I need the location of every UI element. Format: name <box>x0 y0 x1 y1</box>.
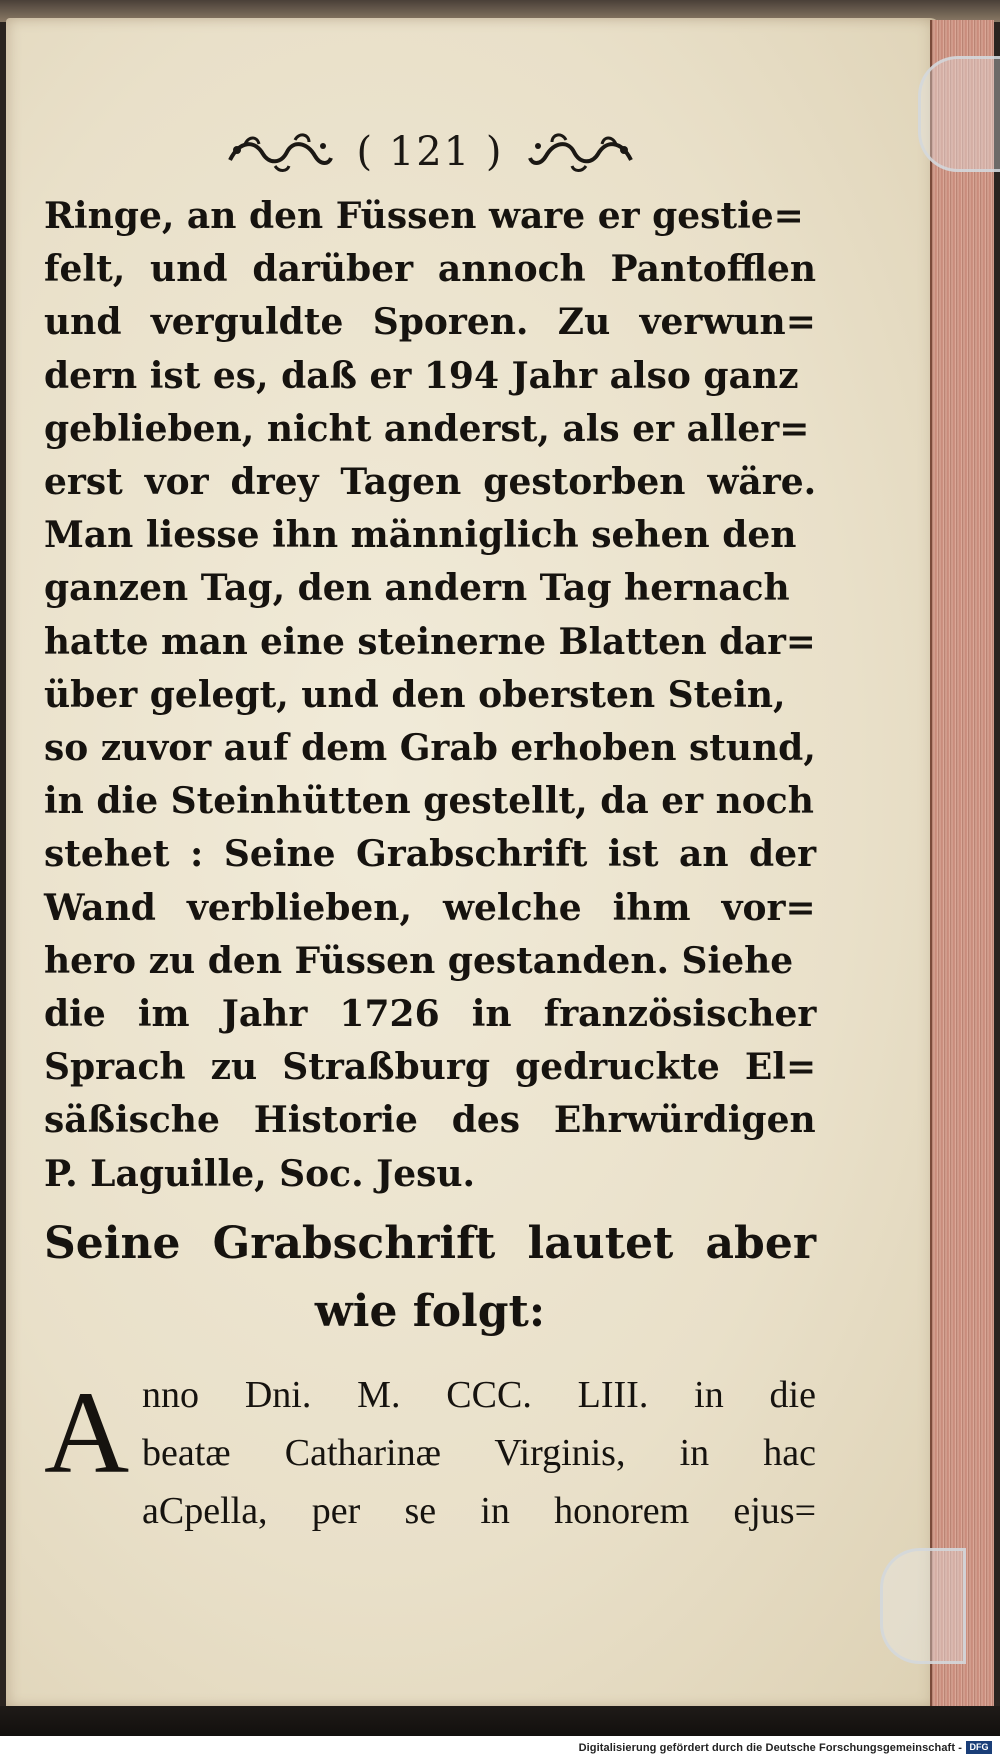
body-line: geblieben, nicht anderst, als er aller= <box>44 407 810 450</box>
body-line: über gelegt, und den obersten Stein, <box>44 673 786 716</box>
body-line: hatte man eine steinerne Blatten dar= <box>44 620 816 663</box>
dfg-logo: DFG <box>966 1741 992 1754</box>
page-header <box>180 122 680 182</box>
section-heading <box>44 1210 816 1346</box>
body-line: Sprach zu Straßburg gedruckte El= <box>44 1046 817 1089</box>
body-line: die im Jahr 1726 in französischer <box>44 993 817 1036</box>
heading-line-2: wie folgt: <box>314 1286 546 1337</box>
body-line: felt, und darüber annoch Pantofflen <box>44 248 817 291</box>
page-clip-bottom <box>880 1548 966 1664</box>
bottom-book-edge <box>0 1706 1000 1736</box>
body-text <box>44 190 816 1201</box>
right-ornament-icon <box>526 130 636 174</box>
funding-credit: Digitalisierung gefördert durch die Deutsche Forschungsgemeinschaft - <box>578 1742 962 1754</box>
epitaph-line: beatæ Catharinæ Virginis, in hac <box>142 1432 816 1474</box>
body-line: und verguldte Sporen. Zu verwun= <box>44 301 816 344</box>
epitaph-line: nno Dni. M. CCC. LIII. in die <box>142 1374 816 1416</box>
body-line: säßische Historie des Ehrwürdigen <box>44 1099 816 1142</box>
epitaph-line: aCpella, per se in honorem ejus= <box>142 1490 816 1532</box>
heading-line-1: Seine Grabschrift lautet aber <box>44 1218 816 1269</box>
page-number: ( 121 ) <box>356 129 504 175</box>
body-line: stehet : Seine Grabschrift ist an der <box>44 833 817 876</box>
body-line: so zuvor auf dem Grab erhoben stund, <box>44 727 816 770</box>
page-clip-top <box>918 56 1000 172</box>
left-ornament-icon <box>225 130 335 174</box>
body-line: Ringe, an den Füssen ware er gestie= <box>44 195 804 237</box>
body-line: Man liesse ihn männiglich sehen den <box>44 514 797 557</box>
body-line: P. Laguille, Soc. Jesu. <box>44 1152 476 1195</box>
body-line: dern ist es, daß er 194 Jahr also ganz <box>44 354 799 397</box>
body-line: erst vor drey Tagen gestorben wäre. <box>44 461 817 504</box>
page-edges <box>930 20 994 1710</box>
epitaph-text <box>142 1366 816 1540</box>
body-line: Wand verblieben, welche ihm vor= <box>44 886 816 929</box>
body-line: hero zu den Füssen gestanden. Siehe <box>44 939 794 982</box>
drop-cap-letter: A <box>44 1367 130 1498</box>
body-line: in die Steinhütten gestellt, da er noch <box>44 780 814 823</box>
body-line: ganzen Tag, den andern Tag hernach <box>44 567 790 610</box>
